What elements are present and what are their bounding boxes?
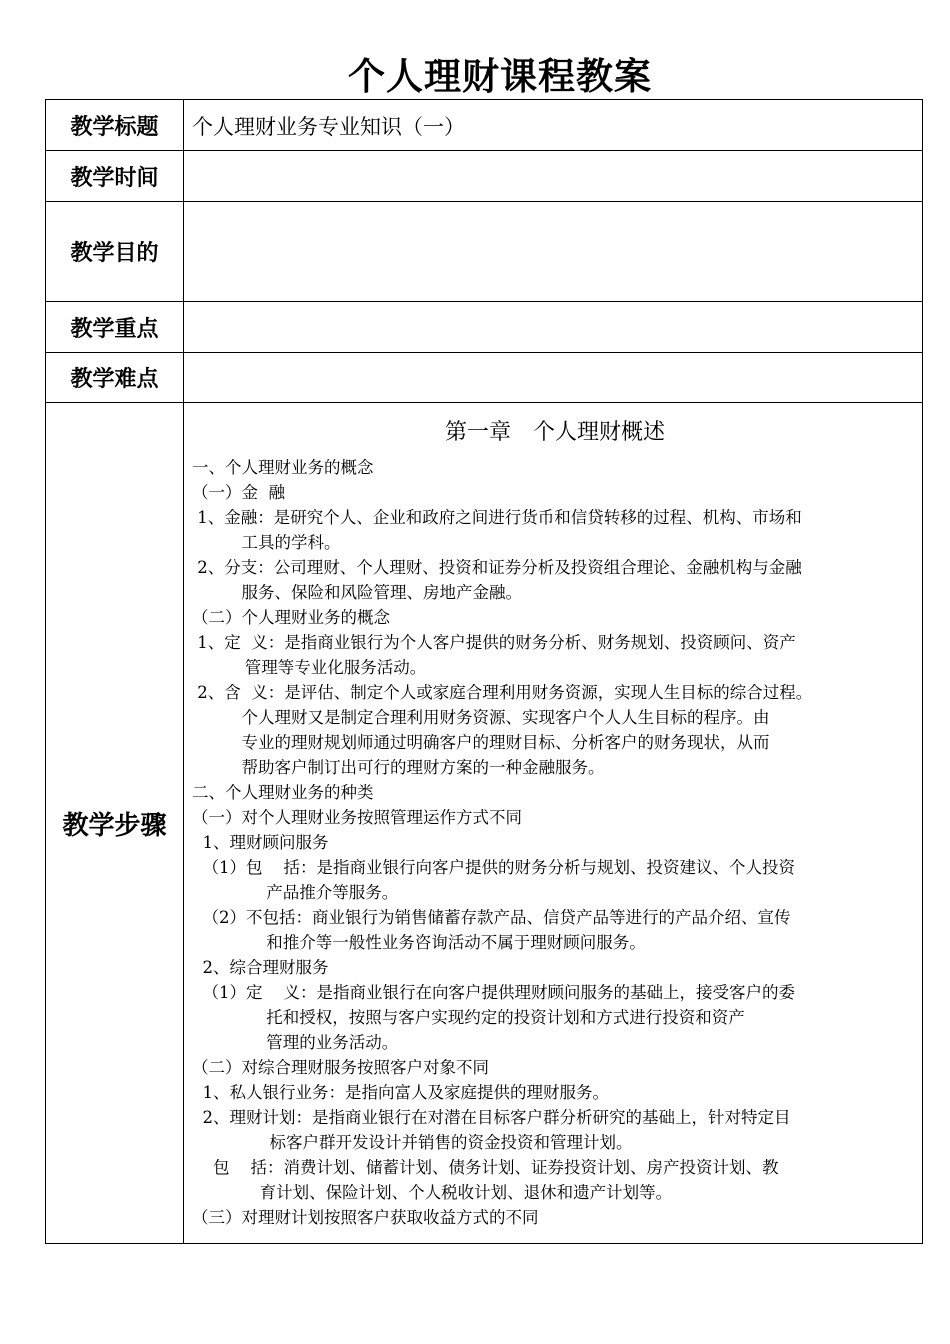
step-line: （二）个人理财业务的概念 — [192, 608, 390, 627]
teaching-title-value: 个人理财业务专业知识（一） — [192, 115, 465, 139]
step-line: 1、私人银行业务：是指向富人及家庭提供的理财服务。 — [192, 1083, 609, 1102]
step-line: 2、含 义：是评估、制定个人或家庭合理利用财务资源，实现人生目标的综合过程。 — [192, 683, 813, 702]
label-teaching-purpose: 教学目的 — [70, 241, 159, 266]
step-line: （二）对综合理财服务按照客户对象不同 — [192, 1058, 489, 1077]
step-line: 包 括：消费计划、储蓄计划、债务计划、证券投资计划、房产投资计划、教 — [192, 1158, 779, 1177]
step-line: 托和授权，按照与客户实现约定的投资计划和方式进行投资和资产 — [266, 1008, 745, 1027]
column-divider — [183, 100, 184, 1243]
step-line: 标客户群开发设计并销售的资金投资和管理计划。 — [269, 1133, 633, 1152]
label-teaching-time: 教学时间 — [70, 165, 159, 191]
step-line: 产品推介等服务。 — [266, 883, 399, 902]
label-teaching-steps: 教学步骤 — [62, 811, 167, 841]
step-line: 专业的理财规划师通过明确客户的理财目标、分析客户的财务现状，从而 — [241, 733, 770, 752]
step-line: 2、理财计划：是指商业银行在对潜在目标客户群分析研究的基础上，针对特定目 — [192, 1108, 791, 1127]
chapter-heading: 第一章 个人理财概述 — [444, 420, 665, 445]
step-lines — [192, 455, 918, 1230]
teaching-steps-content — [192, 403, 918, 1230]
step-line: 1、定 义：是指商业银行为个人客户提供的财务分析、财务规划、投资顾问、资产 — [192, 633, 796, 652]
step-line: 管理等专业化服务活动。 — [244, 658, 427, 677]
step-line: 2、分支：公司理财、个人理财、投资和证券分析及投资组合理论、金融机构与金融 — [192, 558, 802, 577]
step-line: 帮助客户制订出可行的理财方案的一种金融服务。 — [241, 758, 605, 777]
step-line: 1、理财顾问服务 — [192, 833, 329, 852]
label-key-points: 教学重点 — [70, 316, 159, 342]
step-line: （一）对个人理财业务按照管理运作方式不同 — [192, 808, 522, 827]
step-line: （1）包 括：是指商业银行向客户提供的财务分析与规划、投资建议、个人投资 — [192, 858, 795, 877]
step-line: 1、金融：是研究个人、企业和政府之间进行货币和信贷转移的过程、机构、市场和 — [192, 508, 802, 527]
step-line: （一）金 融 — [192, 483, 285, 502]
step-line: 育计划、保险计划、个人税收计划、退休和遗产计划等。 — [259, 1183, 673, 1202]
step-line: 二、个人理财业务的种类 — [192, 783, 374, 802]
step-line: （三）对理财计划按照客户获取收益方式的不同 — [192, 1208, 539, 1227]
label-teaching-title: 教学标题 — [70, 114, 159, 140]
step-line: 2、综合理财服务 — [192, 958, 329, 977]
step-line: 个人理财又是制定合理利用财务资源、实现客户个人人生目标的程序。由 — [241, 708, 770, 727]
step-line: （2）不包括：商业银行为销售储蓄存款产品、信贷产品等进行的产品介绍、宣传 — [192, 908, 791, 927]
page-title: 个人理财课程教案 — [348, 55, 652, 98]
step-line: 工具的学科。 — [241, 533, 341, 552]
step-line: 服务、保险和风险管理、房地产金融。 — [241, 583, 522, 602]
step-line: 一、个人理财业务的概念 — [192, 458, 374, 477]
step-line: 和推介等一般性业务咨询活动不属于理财顾问服务。 — [266, 933, 646, 952]
step-line: （1）定 义：是指商业银行在向客户提供理财顾问服务的基础上，接受客户的委 — [192, 983, 795, 1002]
step-line: 管理的业务活动。 — [266, 1033, 399, 1052]
label-difficulties: 教学难点 — [70, 367, 159, 392]
lesson-plan-table — [45, 99, 923, 1244]
